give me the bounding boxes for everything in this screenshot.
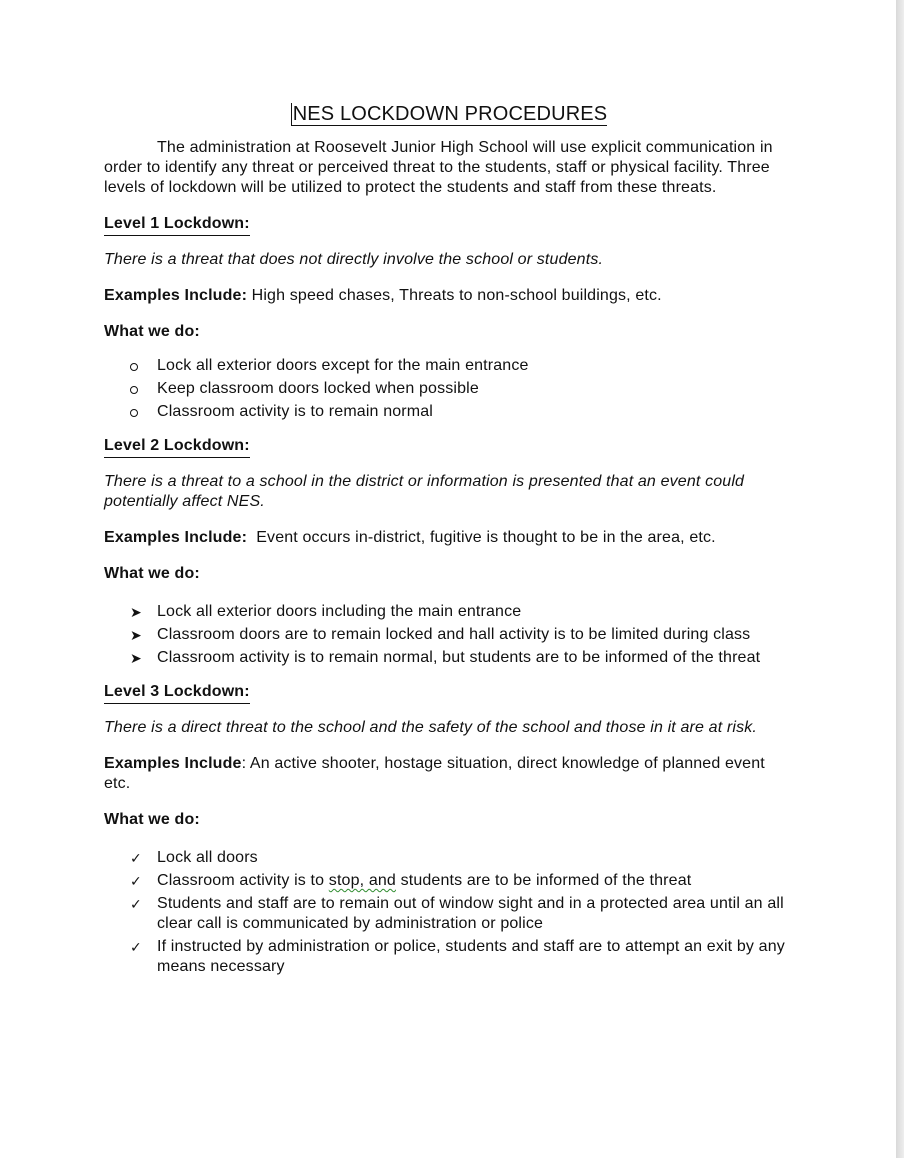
- level-2-section: [104, 436, 794, 668]
- list-item: [104, 871, 794, 891]
- list-item: Keep classroom doors locked when possible: [104, 379, 794, 399]
- hollow-circle-icon: [130, 402, 146, 422]
- level-1-heading: Level 1 Lockdown:: [104, 214, 250, 236]
- level-2-list: [104, 602, 794, 668]
- checkmark-icon: ✓: [130, 939, 142, 955]
- level-2-description: There is a threat to a school in the district or information is presented that an event could potentially affect NES.: [104, 473, 745, 510]
- hollow-circle-icon: [130, 356, 146, 376]
- list-item: ➤ Classroom activity is to remain normal, but students are to be informed of the threat: [130, 649, 761, 666]
- level-1-examples: Examples Include: High speed chases, Threats to non-school buildings, etc.: [104, 287, 662, 304]
- hollow-circle-icon: [130, 379, 146, 399]
- list-item-text: Classroom activity is to stop, and students are to be informed of the threat: [157, 872, 692, 889]
- arrowhead-icon: ➤: [130, 627, 142, 643]
- checkmark-icon: ✓: [130, 896, 142, 912]
- level-2-heading: Level 2 Lockdown:: [104, 436, 250, 458]
- page-title: NES LOCKDOWN PROCEDURES: [292, 103, 608, 125]
- level-1-list: [104, 356, 794, 422]
- list-item: Lock all exterior doors except for the main entrance: [104, 356, 794, 376]
- grammar-squiggle: stop, and: [328, 872, 396, 889]
- list-item: ✓ If instructed by administration or police, students and staff are to attempt an exit by any means necessary: [130, 938, 785, 975]
- level-3-section: [104, 682, 794, 977]
- list-item: Classroom activity is to remain normal: [104, 402, 794, 422]
- list-item: ➤ Lock all exterior doors including the main entrance: [130, 603, 522, 620]
- level-3-examples: Examples Include: An active shooter, hostage situation, direct knowledge of planned event etc.: [104, 755, 765, 792]
- level-1-section: [104, 214, 794, 422]
- page-edge: [896, 0, 904, 1158]
- document-body: [104, 100, 794, 991]
- checkmark-icon: ✓: [130, 873, 142, 889]
- list-item: ✓ Lock all doors: [130, 849, 258, 866]
- level-3-list: [104, 848, 794, 977]
- level-1-description: There is a threat that does not directly involve the school or students.: [104, 251, 604, 268]
- level-2-examples: Examples Include: Event occurs in-district, fugitive is thought to be in the area, etc.: [104, 529, 716, 546]
- arrowhead-icon: ➤: [130, 604, 142, 620]
- level-3-description: There is a direct threat to the school and the safety of the school and those in it are at risk.: [104, 719, 757, 736]
- list-item: ➤ Classroom doors are to remain locked and hall activity is to be limited during class: [130, 626, 751, 643]
- intro-paragraph: The administration at Roosevelt Junior High School will use explicit communication in order to identify any threat or perceived threat to the students, staff or physical facility. Three levels of lockdown will be utilized to protect the students and staff from these threats.: [104, 139, 773, 196]
- list-item: ✓ Students and staff are to remain out of window sight and in a protected area until an all clear call is communicated by administration or police: [130, 895, 784, 932]
- level-3-what-we-do: What we do:: [104, 811, 200, 828]
- level-2-what-we-do: What we do:: [104, 565, 200, 582]
- level-1-what-we-do: What we do:: [104, 323, 200, 340]
- arrowhead-icon: ➤: [130, 650, 142, 666]
- level-3-heading: Level 3 Lockdown:: [104, 682, 250, 704]
- checkmark-icon: ✓: [130, 850, 142, 866]
